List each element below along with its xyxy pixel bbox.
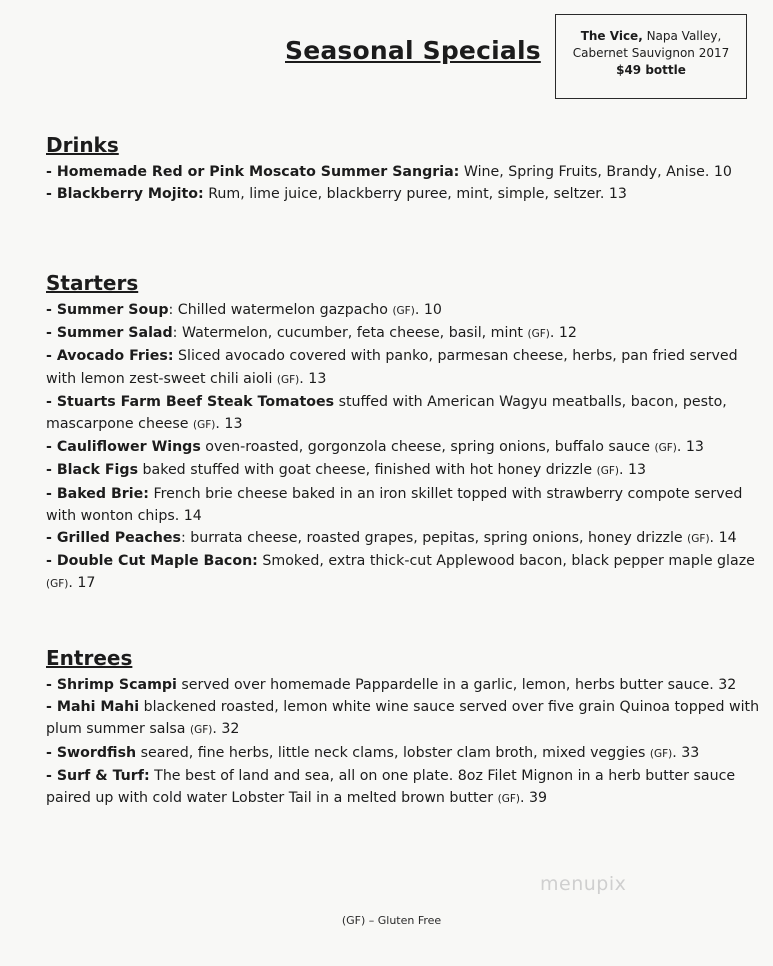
section-drinks xyxy=(46,132,761,205)
menu-item: - Avocado Fries: Sliced avocado covered with panko, parmesan cheese, herbs, pan fried served with lemon zest-sweet chili aioli (GF). 13 xyxy=(46,348,738,387)
menu-item: - Surf & Turf: The best of land and sea, all on one plate. 8oz Filet Mignon in a herb butter sauce paired up with cold water Lobster Tail in a melted brown butter (GF). 39 xyxy=(46,767,736,807)
menu-item: - Summer Salad: Watermelon, cucumber, feta cheese, basil, mint (GF). 12 xyxy=(46,325,577,342)
gluten-free-legend: (GF) – Gluten Free xyxy=(341,914,442,927)
section-starters xyxy=(46,270,761,596)
menu-item: - Grilled Peaches: burrata cheese, roasted grapes, pepitas, spring onions, honey drizzle (GF). 14 xyxy=(46,530,737,547)
section-heading-entrees: Entrees xyxy=(46,646,133,670)
menu-item: - Double Cut Maple Bacon: Smoked, extra thick-cut Applewood bacon, black pepper maple glaze (GF). 17 xyxy=(46,553,755,592)
menu-item: - Baked Brie: French brie cheese baked in an iron skillet topped with strawberry compote served with wonton chips. 14 xyxy=(46,485,743,524)
menu-item: - Stuarts Farm Beef Steak Tomatoes stuffed with American Wagyu meatballs, bacon, pesto, mascarpone cheese (GF). 13 xyxy=(46,393,727,433)
wine-varietal: Cabernet Sauvignon 2017 xyxy=(572,46,730,60)
menu-item: - Blackberry Mojito: Rum, lime juice, blackberry puree, mint, simple, seltzer. 13 xyxy=(46,186,627,203)
watermark-logo: menupix xyxy=(540,873,627,895)
menu-item: - Shrimp Scampi served over homemade Pappardelle in a garlic, lemon, herbs butter sauce. 32 xyxy=(46,677,737,693)
wine-feature-box xyxy=(555,14,747,99)
menu-item: - Swordfish seared, fine herbs, little neck clams, lobster clam broth, mixed veggies (GF). 33 xyxy=(46,744,700,761)
section-heading-drinks: Drinks xyxy=(46,133,119,157)
menu-item: - Homemade Red or Pink Moscato Summer Sangria: Wine, Spring Fruits, Brandy, Anise. 10 xyxy=(46,164,732,180)
wine-region: Napa Valley, xyxy=(642,29,722,43)
section-entrees xyxy=(46,645,761,810)
menu-item: - Summer Soup: Chilled watermelon gazpacho (GF). 10 xyxy=(46,302,442,318)
menu-item: - Mahi Mahi blackened roasted, lemon white wine sauce served over five grain Quinoa topped with plum summer salsa (GF). 32 xyxy=(46,699,760,738)
section-heading-starters: Starters xyxy=(46,271,139,295)
wine-name-line xyxy=(556,28,746,45)
wine-price: $49 bottle xyxy=(616,63,686,77)
page-title: Seasonal Specials xyxy=(285,36,541,65)
menu-item: - Black Figs baked stuffed with goat cheese, finished with hot honey drizzle (GF). 13 xyxy=(46,462,647,479)
wine-name: The Vice, xyxy=(580,29,643,43)
menu-item: - Cauliflower Wings oven-roasted, gorgonzola cheese, spring onions, buffalo sauce (GF). 13 xyxy=(46,439,704,456)
